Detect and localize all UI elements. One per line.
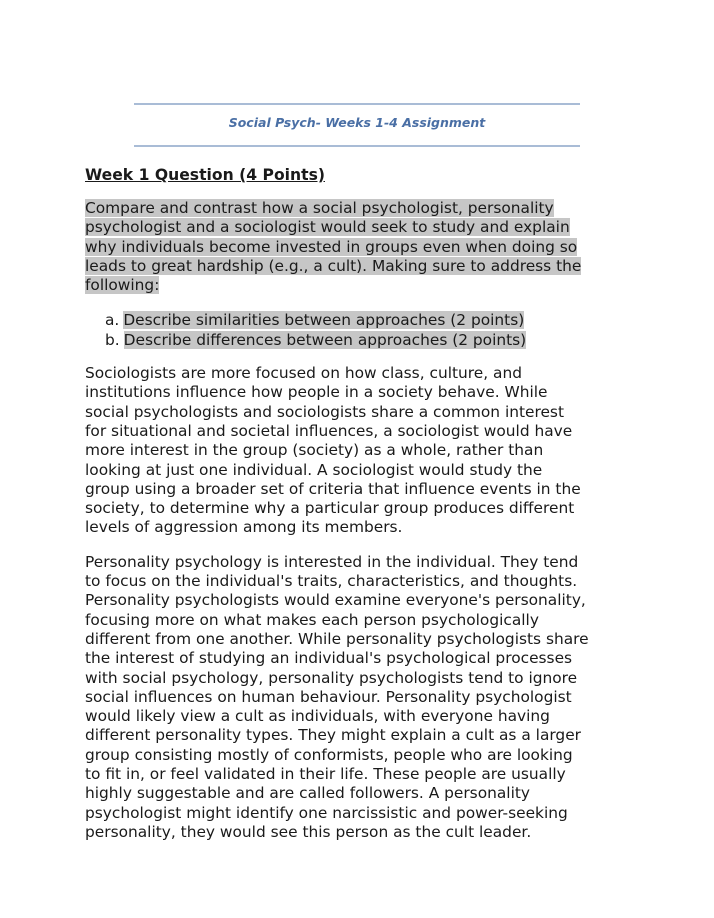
answer-line: highly suggestable and are called followers. A personality — [85, 784, 530, 803]
question-line: following: — [85, 276, 160, 295]
header-bottom-rule — [134, 145, 580, 147]
answer-line: personality, they would see this person as the cult leader. — [85, 822, 532, 841]
header-title: Social Psych- Weeks 1-4 Assignment — [228, 115, 486, 130]
answer-line: to fit in, or feel validated in their life. These people are usually — [85, 765, 566, 784]
answer-paragraph-sociologists — [85, 364, 645, 538]
list-item-text: Describe similarities between approaches (2 points) — [123, 311, 525, 330]
answer-line: social psychologists and sociologists share a common interest — [85, 402, 564, 421]
answer-line: to focus on the individual's traits, characteristics, and thoughts. — [85, 572, 578, 591]
answer-line: psychologist might identify one narcissistic and power-seeking — [85, 803, 568, 822]
answer-line: different from one another. While personality psychologists share — [85, 629, 589, 648]
answer-line: looking at just one individual. A sociologist would study the — [85, 460, 543, 479]
answer-line: society, to determine why a particular group produces different — [85, 499, 575, 518]
question-line: leads to great hardship (e.g., a cult). Making sure to address the — [85, 256, 582, 275]
question-line: psychologist and a sociologist would seek to study and explain — [85, 218, 570, 237]
answer-line: more interest in the group (society) as a whole, rather than — [85, 441, 544, 460]
answer-line: group using a broader set of criteria that influence events in the — [85, 479, 581, 498]
answer-line: different personality types. They might explain a cult as a larger — [85, 726, 582, 745]
list-item-text: Describe differences between approaches (2 points) — [123, 330, 527, 349]
list-marker: b. — [105, 330, 120, 349]
question-text — [85, 199, 645, 295]
answer-line: with social psychology, personality psychologists tend to ignore — [85, 668, 578, 687]
answer-line: Personality psychologists would examine everyone's personality, — [85, 591, 586, 610]
answer-line: the interest of studying an individual's psychological processes — [85, 649, 573, 668]
answer-line: group consisting mostly of conformists, people who are looking — [85, 745, 573, 764]
list-marker: a. — [105, 311, 120, 330]
answer-line: levels of aggression among its members. — [85, 518, 403, 537]
answer-line: focusing more on what makes each person psychologically — [85, 610, 539, 629]
answer-line: social influences on human behaviour. Personality psychologist — [85, 687, 572, 706]
question-subitems — [85, 311, 645, 350]
document-body — [85, 164, 645, 857]
list-item — [105, 311, 645, 330]
answer-paragraph-personality — [85, 553, 645, 842]
answer-line: for situational and societal influences, a sociologist would have — [85, 421, 573, 440]
answer-line: institutions influence how people in a society behave. While — [85, 383, 548, 402]
list-item — [105, 331, 645, 350]
question-line: why individuals become invested in groups even when doing so — [85, 237, 578, 256]
answer-line: would likely view a cult as individuals, with everyone having — [85, 707, 550, 726]
answer-line: Personality psychology is interested in the individual. They tend — [85, 552, 579, 571]
header-top-rule — [134, 103, 580, 105]
question-line: Compare and contrast how a social psychologist, personality — [85, 199, 554, 217]
question-heading: Week 1 Question (4 Points) — [85, 166, 325, 184]
answer-line: Sociologists are more focused on how class, culture, and — [85, 364, 522, 383]
